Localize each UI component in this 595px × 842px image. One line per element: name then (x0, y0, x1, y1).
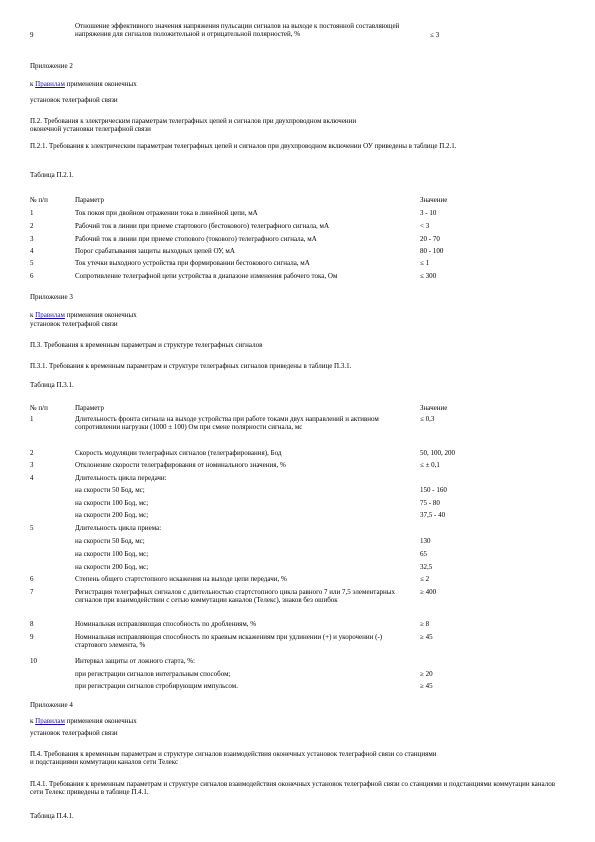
row-parameter: Порог срабатывания защиты выходных цепей ОУ, мА (75, 247, 235, 255)
appendix-4-reference-line2: установок телеграфной связи (30, 729, 118, 737)
row-value: ≥ 45 (420, 682, 433, 690)
section-2-title: П.2. Требования к электрическим параметрам телеграфных цепей и сигналов при двухпроводном включении оконечной установки телеграфной связи (30, 117, 357, 133)
row-value: ≥ 20 (420, 670, 433, 678)
row-number: 1 (30, 415, 34, 423)
table-2-caption: Таблица П.2.1. (30, 171, 74, 179)
header-num: № п/п (30, 404, 48, 412)
row-parameter: Степень общего стартстопного искажения на выходе цепи передачи, % (75, 575, 287, 583)
row-parameter: Номинальная исправляющая способность по краевым искажениям при удлинении (+) и укорочении (-) стартового элемента, % (75, 633, 383, 649)
row-number: 8 (30, 620, 34, 628)
row-value: 150 - 160 (420, 486, 447, 494)
section-4-title: П.4. Требования к временным параметрам и структуре сигналов взаимодействия оконечных установок телеграфной связи со станциями и подстанциями коммутации каналов сети Телекс (30, 750, 437, 766)
row-value: 65 (420, 550, 427, 558)
row-parameter: Отношение эффективного значения напряжения пульсации сигналов на выходе к постоянной составляющей напряжения для сигналов положительной и отрицательной полярностей, % (75, 22, 400, 38)
row-parameter: при регистрации сигналов стробирующим импульсом. (75, 682, 238, 690)
reference-prefix: к (30, 311, 36, 319)
row-value: < 3 (420, 222, 430, 230)
row-number: 9 (30, 633, 34, 641)
header-num: № п/п (30, 196, 48, 204)
row-number: 5 (30, 259, 34, 267)
row-parameter: Длительность цикла приема: (75, 524, 162, 532)
row-parameter: на скорости 200 Бод, мс; (75, 563, 149, 571)
row-number: 4 (30, 247, 34, 255)
row-value: ≥ 45 (420, 633, 433, 641)
section-3-intro: П.3.1. Требования к временным параметрам и структуре телеграфных сигналов приведены в таблице П.3.1. (30, 362, 352, 370)
reference-suffix: применения оконечных (64, 717, 137, 725)
row-parameter: Рабочий ток в линии при приеме стопового (токового) телеграфного сигнала, мА (75, 235, 317, 243)
row-value: 20 - 70 (420, 235, 440, 243)
row-parameter: на скорости 100 Бод, мс; (75, 499, 149, 507)
row-value: 3 - 10 (420, 209, 437, 217)
appendix-2-reference-line2: установок телеграфной связи (30, 96, 118, 104)
row-number: 5 (30, 524, 34, 532)
row-value: ≤ ± 0,1 (420, 461, 440, 469)
row-parameter: Длительность цикла передачи: (75, 474, 167, 482)
reference-prefix: к (30, 80, 36, 88)
row-value: 32,5 (420, 563, 433, 571)
row-number: 6 (30, 575, 34, 583)
appendix-4-heading: Приложение 4 (30, 701, 73, 709)
reference-suffix: применения оконечных (64, 80, 137, 88)
rules-link[interactable]: Правилам (35, 80, 65, 88)
section-4-intro: П.4.1. Требования к временным параметрам и структуре сигналов взаимодействия оконечных установок телеграфной связи со станциями и подстанциями коммутации каналов сети Телекс приведены в таблице П.4.1. (30, 780, 555, 796)
header-value: Значение (420, 196, 448, 204)
row-parameter: Интервал защиты от ложного старта, %: (75, 657, 195, 665)
row-value: 50, 100, 200 (420, 449, 455, 457)
row-value: 130 (420, 537, 431, 545)
row-value: ≤ 3 (430, 31, 440, 39)
row-number: 3 (30, 461, 34, 469)
row-parameter: Длительность фронта сигнала на выходе устройства при работе токами двух направлений и активном сопротивлении нагрузки (1000 ± 100) Ом при смене полярности сигнала, мс (75, 415, 379, 431)
row-parameter: Рабочий ток в линии при приеме стартового (бестокового) телеграфного сигнала, мА (75, 222, 330, 230)
row-value: ≤ 0,3 (420, 415, 435, 423)
reference-prefix: к (30, 717, 36, 725)
row-number: 6 (30, 272, 34, 280)
rules-link[interactable]: Правилам (35, 311, 65, 319)
header-param: Параметр (75, 196, 104, 204)
row-value: ≥ 8 (420, 620, 430, 628)
appendix-2-heading: Приложение 2 (30, 62, 73, 70)
table-4-caption: Таблица П.4.1. (30, 812, 74, 820)
table-3-caption: Таблица П.3.1. (30, 381, 74, 389)
header-param: Параметр (75, 404, 104, 412)
appendix-4-reference (30, 717, 137, 725)
row-value: 37,5 - 40 (420, 511, 446, 519)
section-3-title: П.3. Требования к временным параметрам и структуре телеграфных сигналов (30, 341, 263, 349)
row-number: 3 (30, 235, 34, 243)
row-parameter: при регистрации сигналов интегральным способом; (75, 670, 231, 678)
row-value: ≤ 1 (420, 259, 430, 267)
row-parameter: Отклонение скорости телеграфирования от номинального значения, % (75, 461, 286, 469)
row-parameter: Регистрация телеграфных сигналов с длительностью стартстопного цикла равного 7 или 7,5 элементарных сигналов при взаимодействии с сетью коммутации каналов (Телекс), знаков без ошибок (75, 588, 395, 604)
row-parameter: на скорости 100 Бод, мс; (75, 550, 149, 558)
row-parameter: Номинальная исправляющая способность по дроблениям, % (75, 620, 257, 628)
reference-suffix: применения оконечных (64, 311, 137, 319)
header-value: Значение (420, 404, 448, 412)
row-number: 2 (30, 222, 34, 230)
row-parameter: на скорости 50 Бод, мс; (75, 486, 145, 494)
row-parameter: Скорость модуляции телеграфных сигналов (телеграфирования), Бод (75, 449, 282, 457)
row-parameter: на скорости 50 Бод, мс; (75, 537, 145, 545)
section-2-intro: П.2.1. Требования к электрическим параметрам телеграфных цепей и сигналов при двухпроводном включении ОУ приведены в таблице П.2.1. (30, 142, 457, 150)
appendix-3-heading: Приложение 3 (30, 293, 73, 301)
row-parameter: Сопротивление телеграфной цепи устройства в диапазоне изменения рабочего тока, Ом (75, 272, 338, 280)
row-number: 4 (30, 474, 34, 482)
row-number: 2 (30, 449, 34, 457)
row-value: 75 - 80 (420, 499, 440, 507)
row-number: 1 (30, 209, 34, 217)
row-number: 7 (30, 588, 34, 596)
appendix-2-reference (30, 80, 137, 88)
row-parameter: Ток утечки выходного устройства при формировании бестокового сигнала, мА (75, 259, 310, 267)
rules-link[interactable]: Правилам (35, 717, 65, 725)
row-parameter: Ток покоя при двойном отражении тока в линейной цепи, мА (75, 209, 258, 217)
row-value: ≥ 400 (420, 588, 437, 596)
appendix-3-reference-line2: установок телеграфной связи (30, 320, 118, 328)
row-number: 10 (30, 657, 37, 665)
row-value: 80 - 100 (420, 247, 444, 255)
row-value: ≤ 2 (420, 575, 430, 583)
row-number: 9 (30, 31, 34, 39)
row-parameter: на скорости 200 Бод, мс; (75, 511, 149, 519)
row-value: ≤ 300 (420, 272, 437, 280)
appendix-3-reference (30, 311, 137, 319)
